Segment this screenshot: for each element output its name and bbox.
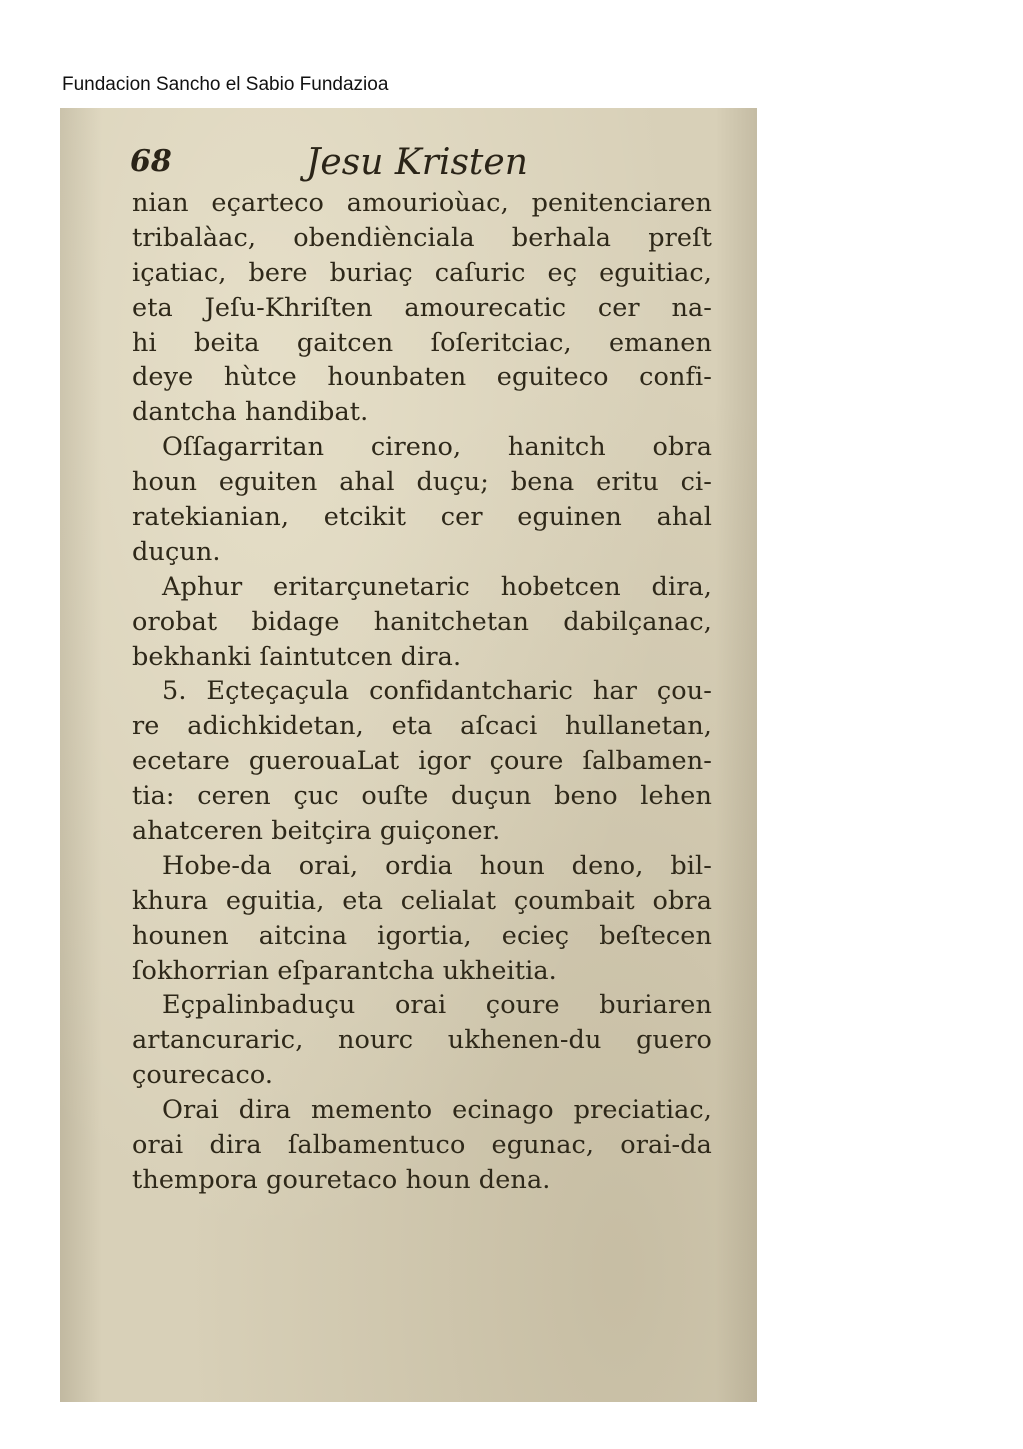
- scanned-page: [60, 108, 757, 1402]
- source-label: Fundacion Sancho el Sabio Fundazioa: [62, 74, 389, 95]
- text-line: artancuraric, nourc ukhenen-du guero: [132, 1025, 712, 1056]
- text-line: Oſſagarritan cireno, hanitch obra: [162, 432, 712, 463]
- text-line: duçun.: [132, 536, 221, 567]
- text-line: içatiac, bere buriaç caſuric eç eguitiac,: [132, 257, 712, 288]
- text-line: hounen aitcina igortia, ecieç beſtecen: [132, 920, 712, 951]
- text-line: Eçpalinbaduçu orai çoure buriaren: [162, 990, 712, 1021]
- text-line: orobat bidage hanitchetan dabilçanac,: [132, 606, 712, 637]
- body-text: [132, 186, 712, 1198]
- text-line: Aphur eritarçunetaric hobetcen dira,: [162, 571, 712, 602]
- text-line: tribalàac, obendiènciala berhala preſt: [132, 222, 712, 253]
- text-line: nian eçarteco amourioùac, penitenciaren: [132, 188, 712, 218]
- text-line: thempora gouretaco houn dena.: [132, 1164, 551, 1195]
- text-line: deye hùtce hounbaten eguiteco confi-: [132, 362, 712, 393]
- running-title: Jesu Kristen: [306, 142, 528, 183]
- text-line: dantcha handibat.: [132, 397, 369, 428]
- text-line: orai dira ſalbamentuco egunac, orai-da: [132, 1130, 712, 1161]
- text-line: ratekianian, etcikit cer eguinen ahal: [132, 502, 712, 533]
- text-line: ecetare guerouaLat igor çoure ſalbamen-: [132, 746, 712, 777]
- page-heading: [130, 136, 690, 188]
- text-line: ſokhorrian eſparantcha ukheitia.: [132, 955, 557, 986]
- text-line: Orai dira memento ecinago preciatiac,: [162, 1095, 712, 1126]
- text-line: re adichkidetan, eta aſcaci hullanetan,: [132, 711, 712, 742]
- text-line: çourecaco.: [132, 1060, 274, 1091]
- text-line: tia: ceren çuc ouſte duçun beno lehen: [132, 781, 712, 812]
- text-line: hi beita gaitcen ſoſeritciac, emanen: [132, 327, 712, 358]
- text-line: ahatceren beitçira guiçoner.: [132, 816, 501, 847]
- text-line: 5. Eçteçaçula confidantcharic har çou-: [162, 676, 712, 707]
- page-number: 68: [130, 144, 172, 179]
- text-line: eta Jeſu-Khriſten amourecatic cer na-: [132, 292, 712, 323]
- text-line: khura eguitia, eta celialat çoumbait obra: [132, 885, 712, 916]
- text-line: Hobe-da orai, ordia houn deno, bil-: [162, 850, 712, 881]
- text-line: houn eguiten ahal duçu; bena eritu ci-: [132, 467, 712, 498]
- text-line: bekhanki ſaintutcen dira.: [132, 641, 462, 672]
